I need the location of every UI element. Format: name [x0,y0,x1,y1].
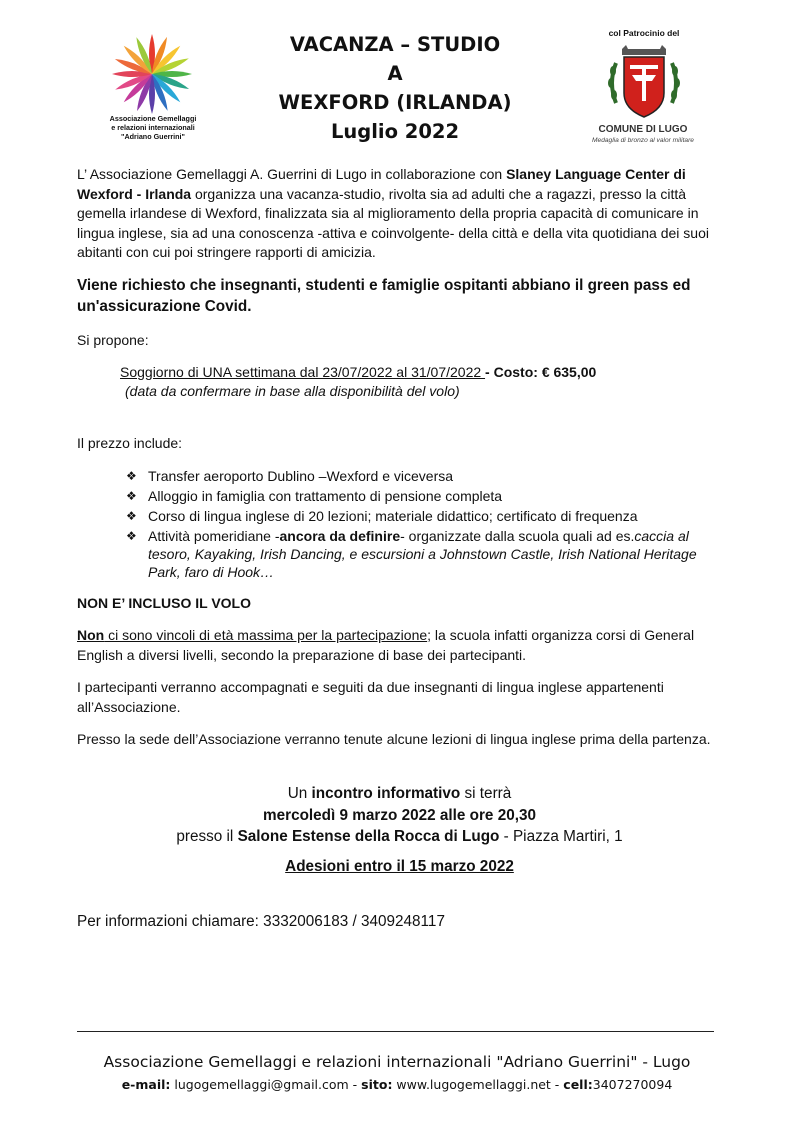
list-item-bold: ancora da definire [279,528,401,544]
meeting-info [77,783,722,848]
meeting-venue: Salone Estense della Rocca di Lugo [237,828,500,845]
meeting-text: Un [287,785,312,802]
meeting-place [77,826,722,848]
date-note: (data da confermare in base alla disponibilità del volo) [125,383,460,399]
list-item-text: Attività pomeridiane - [148,528,280,544]
age-rest: ; la scuola infatti organizza corsi di General English a diversi livelli, secondo la preparazione di base dei partecipanti. [77,627,695,663]
diamond-bullet-icon: ❖ [126,509,137,523]
footer-contacts [40,1077,754,1092]
registration-deadline: Adesioni entro il 15 marzo 2022 [285,858,514,875]
includes-list [126,467,726,583]
diamond-bullet-icon: ❖ [126,489,137,503]
soggiorno-line [120,364,596,380]
meeting-address: - Piazza Martiri, 1 [499,828,623,845]
list-item [126,467,726,485]
association-logo-line-3: "Adriano Guerrini" [121,132,185,141]
document-title [210,30,580,146]
contact-phones: Per informazioni chiamare: 3332006183 / 3409248117 [77,913,445,930]
intro-school-name: Slaney Language Center di Wexford - Irlanda [77,166,686,202]
diamond-bullet-icon: ❖ [126,529,137,543]
title-line-4: Luglio 2022 [330,120,460,143]
list-item-text: Transfer aeroporto Dublino –Wexford e viceversa [148,468,454,484]
list-item-text: - organizzate dalla scuola quali ad es. [400,528,635,544]
age-underlined: ci sono vincoli di età massima per la partecipazione [104,627,428,643]
list-item-italic: caccia al tesoro, Kayaking, Irish Dancing, e escursioni a Johnstown Castle, Irish National Heritage Park, faro di Hook… [148,528,697,580]
meeting-date [77,805,722,827]
price-includes-label: Il prezzo include: [77,435,183,451]
list-item-text: Alloggio in famiglia con trattamento di pensione completa [148,488,503,504]
lugo-coat-of-arms-icon [606,45,682,123]
meeting-bold: incontro informativo [311,785,461,802]
meeting-text: presso il [176,828,238,845]
list-item [126,507,726,525]
list-item [126,487,726,505]
teachers-paragraph: I partecipanti verranno accompagnati e seguiti da due insegnanti di lingua inglese appartenenti all’Associazione. [77,679,664,715]
title-line-3: WEXFORD (IRLANDA) [278,91,512,114]
green-pass-notice: Viene richiesto che insegnanti, studenti e famiglie ospitanti abbiano il green pass ed un'assicurazione Covid. [77,277,691,315]
non-word: Non [77,627,105,643]
site-value: www.lugogemellaggi.net - [392,1077,564,1092]
cell-label: cell: [563,1077,593,1092]
list-item [126,527,726,581]
intro-text-2: organizza una vacanza-studio, rivolta sia ad adulti che a ragazzi, presso la città gemella irlandese di Wexford, finalizzata sia al miglioramento della propria capacità di comunicare in lingua inglese, sia ad una conoscenza -attiva e coinvolgente- della città e della vita quotidiana dei suoi abitanti con cui poi stringere rapporti di amicizia. [77,185,709,261]
site-label: sito: [361,1077,393,1092]
meeting-date-text: mercoledì 9 marzo 2022 alle ore 20,30 [263,806,536,824]
flight-not-included: NON E’ INCLUSO IL VOLO [77,595,251,611]
association-logo-line-2: e relazioni internazionali [111,123,195,132]
comune-name: COMUNE DI LUGO [598,124,688,135]
title-line-2: A [387,62,403,85]
title-line-1: VACANZA – STUDIO [289,33,501,56]
si-propone-label: Si propone: [77,332,149,348]
footer-divider [77,1031,714,1032]
footer-association: Associazione Gemellaggi e relazioni internazionali "Adriano Guerrini" - Lugo [103,1053,691,1071]
association-flower-logo-icon [100,30,205,120]
association-logo-text [86,114,220,141]
soggiorno-dates: Soggiorno di UNA settimana dal 23/07/2022 al 31/07/2022 [120,364,486,380]
soggiorno-cost: - Costo: € 635,00 [485,364,597,380]
intro-text-1: L’ Associazione Gemellaggi A. Guerrini di Lugo in collaborazione con [77,166,507,182]
email-label: e-mail: [121,1077,171,1092]
meeting-text: si terrà [460,785,512,802]
patronage-label: col Patrocinio del [608,28,680,38]
intro-paragraph [77,165,722,263]
email-value: lugogemellaggi@gmail.com - [170,1077,362,1092]
list-item-text: Corso di lingua inglese di 20 lezioni; materiale didattico; certificato di frequenza [148,508,638,524]
meeting-line-1 [77,783,722,805]
comune-subtitle: Medaglia di bronzo al valor militare [592,137,694,144]
cell-value: 3407270094 [592,1077,673,1092]
diamond-bullet-icon: ❖ [126,469,137,483]
lessons-paragraph: Presso la sede dell’Associazione verranno tenute alcune lezioni di lingua inglese prima della partenza. [77,731,711,747]
association-logo-line-1: Associazione Gemellaggi [109,114,197,123]
age-paragraph [77,626,722,665]
